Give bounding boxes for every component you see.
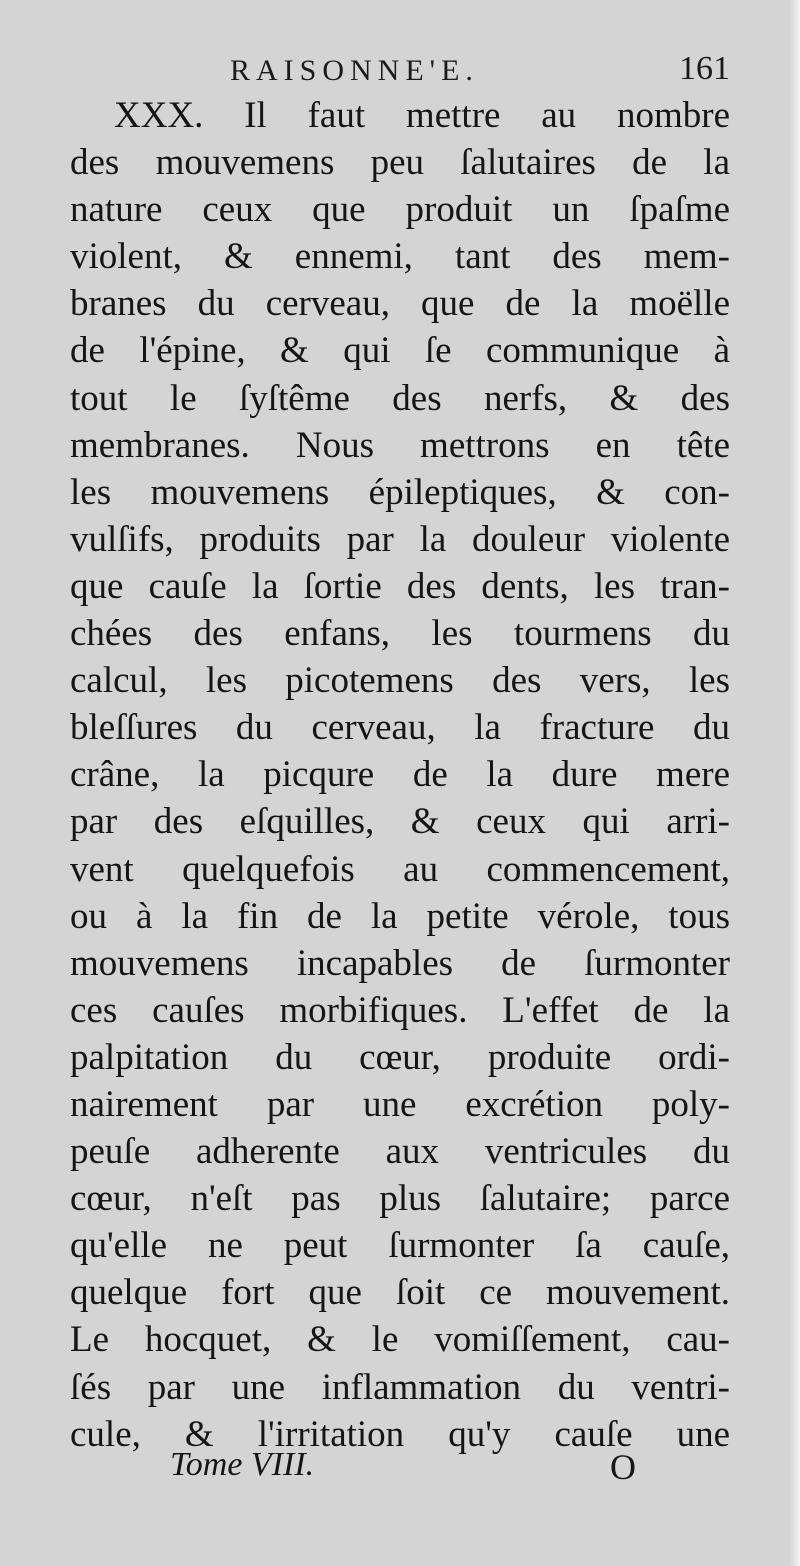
- text-line: bleſſures du cerveau, la fracture du: [70, 707, 730, 749]
- text-line: qu'elle ne peut ſurmonter ſa cauſe,: [70, 1225, 730, 1267]
- text-line: cœur, n'eſt pas plus ſalutaire; parce: [70, 1178, 730, 1220]
- body-text: [70, 92, 730, 1458]
- text-line: nairement par une excrétion poly-: [70, 1083, 730, 1125]
- text-line: de l'épine, & qui ſe communique à: [70, 330, 730, 372]
- text-line: par des eſquilles, & ceux qui arri-: [70, 801, 730, 843]
- text-line: palpitation du cœur, produite ordi-: [70, 1036, 730, 1078]
- text-line: vulſifs, produits par la douleur violente: [70, 518, 730, 560]
- text-line: nature ceux que produit un ſpaſme: [70, 189, 730, 231]
- text-line: quelque fort que ſoit ce mouvement.: [70, 1272, 730, 1314]
- text-line: Le hocquet, & le vomiſſement, cau-: [70, 1319, 730, 1361]
- text-line: violent, & ennemi, tant des mem-: [70, 236, 730, 278]
- text-line: tout le ſyſtême des nerfs, & des: [70, 377, 730, 419]
- text-line: chées des enfans, les tourmens du: [70, 613, 730, 655]
- text-line: ſés par une inflammation du ventri-: [70, 1366, 730, 1408]
- text-line: les mouvemens épileptiques, & con-: [70, 471, 730, 513]
- text-line: cule, & l'irritation qu'y cauſe une: [70, 1413, 730, 1455]
- running-title: RAISONNE'E.: [230, 54, 479, 87]
- volume-label: Tome VIII.: [170, 1446, 315, 1483]
- text-line: que cauſe la ſortie des dents, les tran-: [70, 565, 730, 607]
- text-line: vent quelquefois au commencement,: [70, 848, 730, 890]
- page-number: 161: [679, 50, 730, 87]
- text-line: mouvemens incapables de ſurmonter: [70, 942, 730, 984]
- text-line: membranes. Nous mettrons en tête: [70, 424, 730, 466]
- text-line: crâne, la picqure de la dure mere: [70, 754, 730, 796]
- text-line: calcul, les picotemens des vers, les: [70, 660, 730, 702]
- text-line: ces cauſes morbifiques. L'effet de la: [70, 989, 730, 1031]
- page-edge: [788, 0, 800, 1566]
- text-line: XXX. Il faut mettre au nombre: [114, 95, 730, 136]
- signature-mark: O: [610, 1447, 636, 1487]
- text-line: peuſe adherente aux ventricules du: [70, 1131, 730, 1173]
- text-line: ou à la fin de la petite vérole, tous: [70, 895, 730, 937]
- page-footer: [70, 1446, 730, 1496]
- text-line: des mouvemens peu ſalutaires de la: [70, 142, 730, 184]
- text-line: branes du cerveau, que de la moëlle: [70, 283, 730, 325]
